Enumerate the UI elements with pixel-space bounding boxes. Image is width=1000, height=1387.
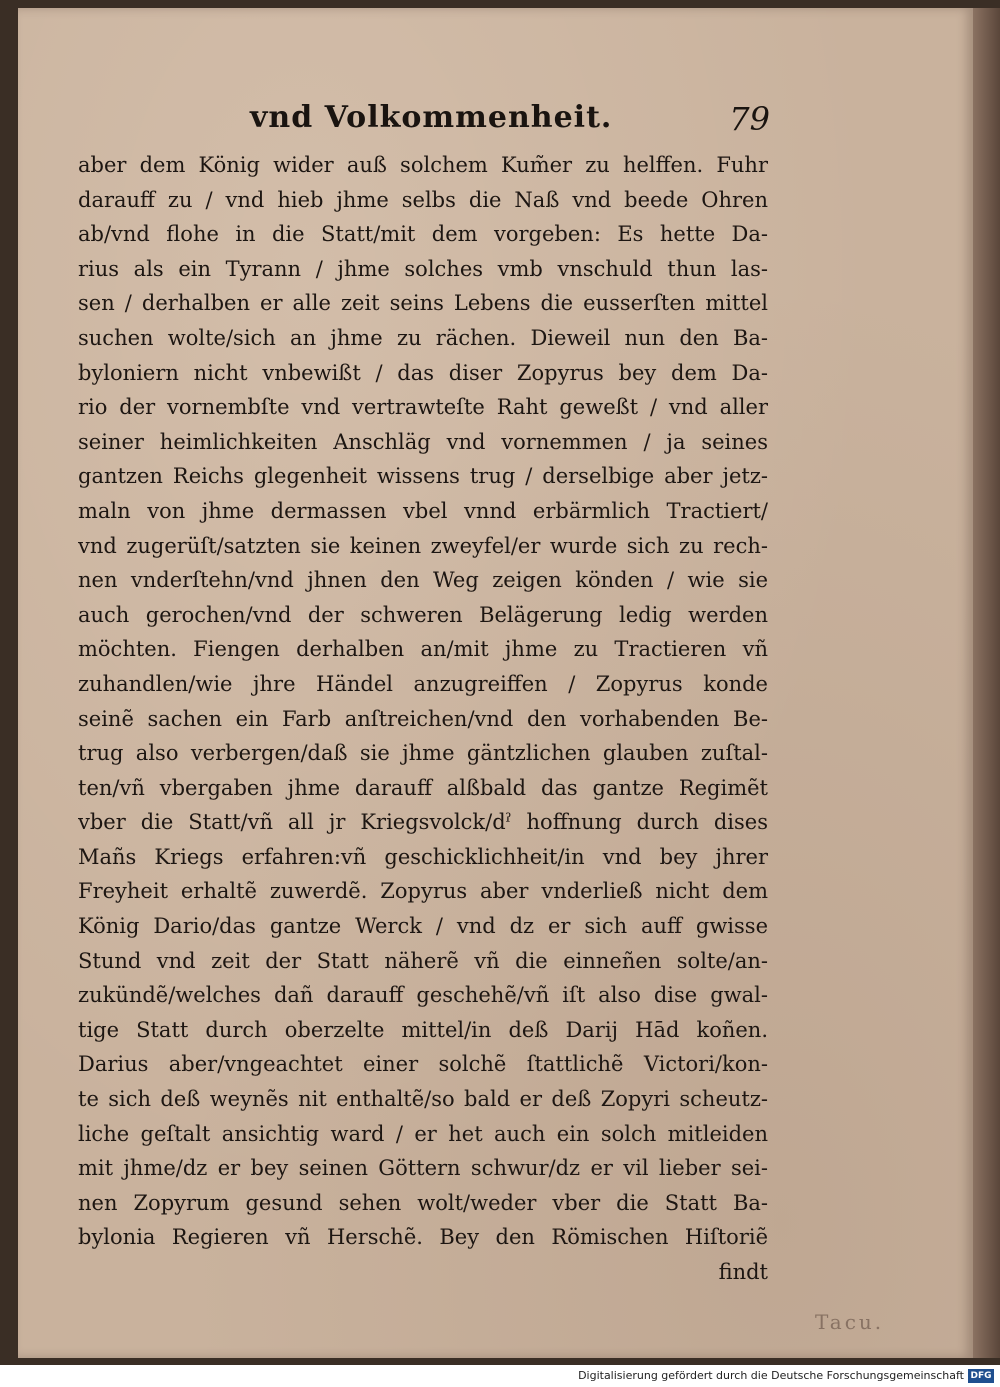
text-line: rio der vornembſte vnd vertrawteſte Raht geweßt / vnd aller <box>78 395 768 420</box>
text-line: vber die Statt/vñ all jr Kriegsvolck/dˀ hoffnung durch dises <box>78 810 768 835</box>
library-stamp: Tacu. <box>815 1310 885 1334</box>
digitization-credit: Digitalisierung gefördert durch die Deutsche Forschungsgemeinschaft <box>578 1369 964 1382</box>
text-line: König Dario/das gantze Werck / vnd dz er sich auff gwisse <box>78 914 768 939</box>
text-line: zukündẽ/welches dañ darauff geschehẽ/vñ iſt also dise gwal- <box>78 983 768 1008</box>
text-line: gantzen Reichs glegenheit wissens trug / derselbige aber jetz- <box>78 464 768 489</box>
text-line: Stund vnd zeit der Statt näherẽ vñ die einneñen solte/an- <box>78 948 768 973</box>
text-line: rius als ein Tyrann / jhme solches vmb vnschuld thun las- <box>78 256 768 281</box>
text-line: bylonia Regieren vñ Herschẽ. Bey den Römischen Hiſtoriẽ <box>78 1225 768 1250</box>
text-line: auch gerochen/vnd der schweren Belägerung ledig werden <box>78 602 768 627</box>
text-line: byloniern nicht vnbewißt / das diser Zopyrus bey dem Da- <box>78 360 768 385</box>
dfg-logo: DFG <box>968 1369 994 1383</box>
text-line: aber dem König wider auß solchem Kum̃er zu helffen. Fuhr <box>78 153 768 177</box>
text-line: liche geſtalt ansichtig ward / er het auch ein solch mitleiden <box>78 1121 768 1146</box>
text-line: nen Zopyrum gesund sehen wolt/weder vber die Statt Ba- <box>78 1190 768 1215</box>
page-edge <box>973 8 1000 1358</box>
text-line: sen / derhalben er alle zeit seins Lebens die eusserſten mittel <box>78 291 768 316</box>
page-number: 79 <box>729 100 770 138</box>
text-line: möchten. Fiengen derhalben an/mit jhme zu Tractieren vñ <box>78 637 768 662</box>
text-line: Freyheit erhaltẽ zuwerdẽ. Zopyrus aber vnderließ nicht dem <box>78 879 768 904</box>
text-line: seiner heimlichkeiten Anschläg vnd vornemmen / ja seines <box>78 429 768 454</box>
text-line: seinẽ sachen ein Farb anſtreichen/vnd den vorhabenden Be- <box>78 706 768 731</box>
text-line: suchen wolte/sich an jhme zu rächen. Dieweil nun den Ba- <box>78 325 768 350</box>
text-line: ten/vñ vbergaben jhme darauff alßbald das gantze Regimẽt <box>78 775 768 800</box>
text-line: vnd zugerüſt/satzten sie keinen zweyfel/er wurde sich zu rech- <box>78 533 768 558</box>
text-line: trug also verbergen/daß sie jhme gäntzlichen glauben zuſtal- <box>78 741 768 766</box>
page-header <box>230 100 790 144</box>
text-line: darauff zu / vnd hieb jhme selbs die Naß vnd beede Ohren <box>78 187 768 212</box>
text-line: ab/vnd flohe in die Statt/mit dem vorgeben: Es hette Da- <box>78 222 768 247</box>
text-line: te sich deß weynẽs nit enthaltẽ/so bald er deß Zopyri scheutz- <box>78 1087 768 1112</box>
footer-bar <box>0 1365 1000 1387</box>
catchword: findt <box>718 1260 768 1284</box>
text-line: maln von jhme dermassen vbel vnnd erbärmlich Tractiert/ <box>78 498 768 523</box>
text-line: mit jhme/dz er bey seinen Göttern schwur/dz er vil lieber sei- <box>78 1156 768 1181</box>
text-line: nen vnderſtehn/vnd jhnen den Weg zeigen könden / wie sie <box>78 568 768 593</box>
text-line: tige Statt durch oberzelte mittel/in deß Darij Hād koñen. <box>78 1017 768 1042</box>
body-text <box>78 148 768 1290</box>
text-line: zuhandlen/wie jhre Händel anzugreiffen / Zopyrus konde <box>78 671 768 696</box>
running-title: vnd Volkommenheit. <box>250 100 613 135</box>
text-line: Mañs Kriegs erfahren:vñ geschicklichheit/in vnd bey jhrer <box>78 844 768 869</box>
text-line: Darius aber/vngeachtet einer solchẽ ſtattlichẽ Victori/kon- <box>78 1052 768 1077</box>
